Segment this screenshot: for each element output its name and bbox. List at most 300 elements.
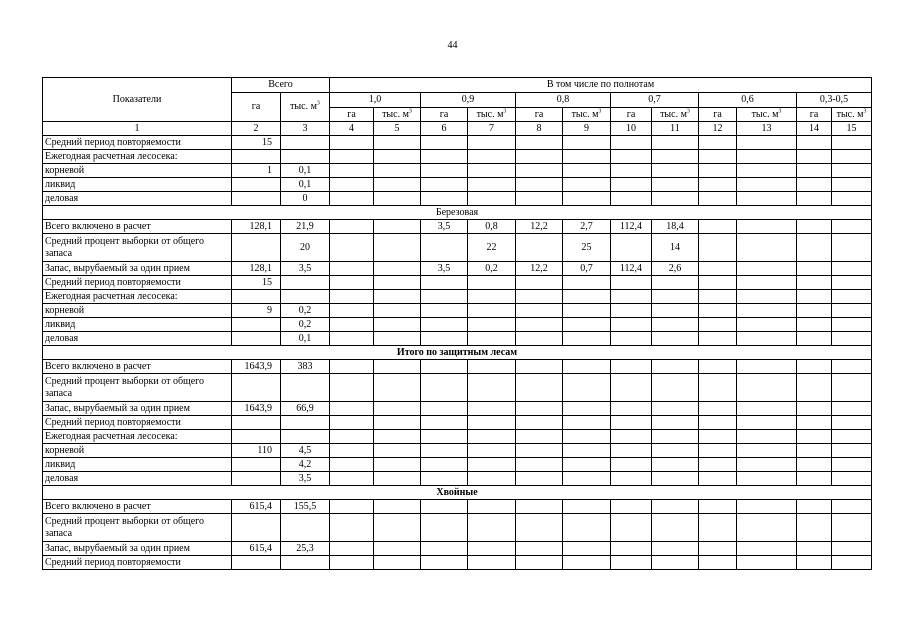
table-cell — [330, 556, 374, 570]
table-cell — [699, 402, 737, 416]
table-cell — [611, 514, 652, 542]
table-cell — [563, 458, 611, 472]
table-row — [43, 150, 872, 164]
table-cell — [468, 332, 516, 346]
row-label: Ежегодная расчетная лесосека: — [43, 150, 232, 164]
table-cell — [421, 234, 468, 262]
table-cell — [832, 164, 872, 178]
table-cell — [699, 178, 737, 192]
table-cell — [232, 178, 281, 192]
table-cell — [330, 458, 374, 472]
header-density: 0,3-0,5 — [797, 93, 872, 108]
row-label: Всего включено в расчет — [43, 220, 232, 234]
table-cell: 12,2 — [516, 220, 563, 234]
table-cell — [281, 430, 330, 444]
header-indicators: Показатели — [43, 78, 232, 122]
table-cell — [832, 136, 872, 150]
table-cell — [699, 164, 737, 178]
table-cell — [516, 150, 563, 164]
table-cell — [797, 374, 832, 402]
header-unit-m3: тыс. $м^3$ — [737, 108, 797, 122]
table-cell — [563, 430, 611, 444]
table-cell — [832, 416, 872, 430]
table-cell — [652, 444, 699, 458]
table-cell — [374, 136, 421, 150]
table-cell: 18,4 — [652, 220, 699, 234]
table-cell — [699, 220, 737, 234]
table-cell — [468, 150, 516, 164]
table-cell — [516, 458, 563, 472]
table-cell — [421, 192, 468, 206]
table-cell: 128,1 — [232, 220, 281, 234]
table-cell — [652, 542, 699, 556]
section-row — [43, 206, 872, 220]
table-cell — [516, 164, 563, 178]
header-density: 0,6 — [699, 93, 797, 108]
table-cell — [330, 416, 374, 430]
table-cell — [832, 542, 872, 556]
table-cell — [516, 402, 563, 416]
table-cell — [563, 192, 611, 206]
row-label: Средний период повторяемости — [43, 136, 232, 150]
table-cell: 20 — [281, 234, 330, 262]
table-cell — [468, 500, 516, 514]
table-cell: 0,2 — [281, 318, 330, 332]
table-cell — [611, 304, 652, 318]
table-cell — [468, 164, 516, 178]
table-cell — [563, 360, 611, 374]
table-row — [43, 500, 872, 514]
table-cell: 0,2 — [468, 262, 516, 276]
table-cell — [737, 262, 797, 276]
table-cell — [232, 332, 281, 346]
table-cell — [737, 136, 797, 150]
table-cell — [737, 192, 797, 206]
row-label: Средний период повторяемости — [43, 276, 232, 290]
table-cell — [797, 444, 832, 458]
table-cell — [737, 556, 797, 570]
table-cell: 0,7 — [563, 262, 611, 276]
row-label: Средний процент выборки от общего запаса — [43, 234, 232, 262]
table-cell — [516, 234, 563, 262]
table-cell — [737, 514, 797, 542]
table-cell — [797, 164, 832, 178]
table-cell — [699, 262, 737, 276]
table-cell — [374, 542, 421, 556]
table-cell — [374, 402, 421, 416]
table-cell — [516, 276, 563, 290]
table-cell — [797, 262, 832, 276]
table-cell — [797, 304, 832, 318]
table-cell — [516, 444, 563, 458]
table-cell — [563, 444, 611, 458]
table-cell — [516, 416, 563, 430]
table-cell — [421, 304, 468, 318]
table-cell — [737, 318, 797, 332]
table-cell: 21,9 — [281, 220, 330, 234]
column-number: 4 — [330, 122, 374, 136]
table-row — [43, 192, 872, 206]
table-cell — [737, 416, 797, 430]
table-cell — [611, 542, 652, 556]
table-cell — [737, 234, 797, 262]
table-cell — [832, 458, 872, 472]
table-cell — [281, 556, 330, 570]
table-cell — [421, 542, 468, 556]
table-cell: 3,5 — [281, 472, 330, 486]
table-cell: 0,1 — [281, 178, 330, 192]
table-cell — [563, 290, 611, 304]
table-cell — [737, 304, 797, 318]
header-unit-m3: тыс. $м^3$ — [832, 108, 872, 122]
table-cell — [374, 318, 421, 332]
table-cell — [421, 430, 468, 444]
table-cell: 3,5 — [281, 262, 330, 276]
table-cell — [374, 164, 421, 178]
table-cell — [797, 178, 832, 192]
table-cell — [797, 318, 832, 332]
header-density: 1,0 — [330, 93, 421, 108]
table-cell — [374, 374, 421, 402]
table-cell — [652, 318, 699, 332]
table-cell: 128,1 — [232, 262, 281, 276]
table-cell — [699, 430, 737, 444]
table-cell — [468, 374, 516, 402]
table-cell: 3,5 — [421, 220, 468, 234]
column-number: 11 — [652, 122, 699, 136]
table-cell — [652, 164, 699, 178]
table-cell: 0,2 — [281, 304, 330, 318]
table-row — [43, 262, 872, 276]
table-cell: 2,7 — [563, 220, 611, 234]
table-cell — [468, 430, 516, 444]
table-row — [43, 178, 872, 192]
table-cell — [652, 304, 699, 318]
table-cell — [374, 444, 421, 458]
table-cell — [832, 374, 872, 402]
table-row — [43, 136, 872, 150]
table-cell — [563, 332, 611, 346]
table-cell — [611, 150, 652, 164]
table-cell — [563, 164, 611, 178]
table-cell — [232, 374, 281, 402]
column-number: 7 — [468, 122, 516, 136]
table-cell: 615,4 — [232, 500, 281, 514]
table-cell: 0,1 — [281, 332, 330, 346]
table-row — [43, 458, 872, 472]
table-cell — [652, 402, 699, 416]
table-cell: 383 — [281, 360, 330, 374]
table-cell — [374, 262, 421, 276]
table-cell — [797, 234, 832, 262]
table-cell — [611, 136, 652, 150]
table-cell — [832, 220, 872, 234]
table-cell — [232, 556, 281, 570]
table-cell — [281, 150, 330, 164]
table-cell — [737, 332, 797, 346]
row-label: Всего включено в расчет — [43, 360, 232, 374]
table-cell — [374, 514, 421, 542]
header-unit-ha: га — [797, 108, 832, 122]
table-cell — [563, 416, 611, 430]
table-cell — [832, 234, 872, 262]
table-cell — [374, 416, 421, 430]
table-cell — [374, 178, 421, 192]
section-title: Хвойные — [43, 486, 872, 500]
row-label: Средний период повторяемости — [43, 556, 232, 570]
table-cell — [699, 150, 737, 164]
table-cell — [330, 514, 374, 542]
table-cell — [699, 360, 737, 374]
table-cell — [232, 192, 281, 206]
table-cell — [699, 234, 737, 262]
table-cell — [652, 276, 699, 290]
table-cell — [374, 276, 421, 290]
table-cell — [468, 514, 516, 542]
table-cell — [421, 332, 468, 346]
table-cell — [797, 458, 832, 472]
table-cell — [797, 556, 832, 570]
table-cell: 1643,9 — [232, 360, 281, 374]
table-cell: 66,9 — [281, 402, 330, 416]
table-cell — [652, 472, 699, 486]
table-cell: 155,5 — [281, 500, 330, 514]
header-unit-m3: тыс. $м^3$ — [563, 108, 611, 122]
table-cell — [374, 430, 421, 444]
section-row — [43, 346, 872, 360]
row-label: Запас, вырубаемый за один прием — [43, 402, 232, 416]
column-number: 5 — [374, 122, 421, 136]
table-cell — [797, 220, 832, 234]
table-cell — [468, 542, 516, 556]
table-cell — [652, 458, 699, 472]
table-cell — [611, 458, 652, 472]
table-cell — [832, 304, 872, 318]
table-cell — [832, 472, 872, 486]
table-cell — [563, 304, 611, 318]
table-cell: 1643,9 — [232, 402, 281, 416]
header-unit-ha: га — [421, 108, 468, 122]
table-cell — [468, 472, 516, 486]
row-label: деловая — [43, 332, 232, 346]
table-row — [43, 276, 872, 290]
table-cell — [374, 150, 421, 164]
table-cell: 25 — [563, 234, 611, 262]
table-cell — [611, 556, 652, 570]
table-cell — [699, 136, 737, 150]
table-cell — [699, 192, 737, 206]
table-cell — [330, 192, 374, 206]
table-cell — [374, 500, 421, 514]
column-number: 1 — [43, 122, 232, 136]
row-label: Запас, вырубаемый за один прием — [43, 542, 232, 556]
table-cell — [611, 374, 652, 402]
table-cell — [421, 556, 468, 570]
table-cell — [468, 556, 516, 570]
table-cell — [737, 374, 797, 402]
header-total-ha: га — [232, 93, 281, 122]
table-cell — [468, 304, 516, 318]
row-label: Средний период повторяемости — [43, 416, 232, 430]
table-cell — [374, 360, 421, 374]
table-row — [43, 304, 872, 318]
header-unit-ha: га — [516, 108, 563, 122]
table-cell — [330, 178, 374, 192]
table-cell — [516, 360, 563, 374]
row-label: Запас, вырубаемый за один прием — [43, 262, 232, 276]
table-cell: 9 — [232, 304, 281, 318]
table-cell — [330, 318, 374, 332]
table-cell — [232, 416, 281, 430]
table-cell: 25,3 — [281, 542, 330, 556]
table-cell — [421, 458, 468, 472]
table-cell — [374, 220, 421, 234]
table-cell — [330, 136, 374, 150]
table-cell: 4,2 — [281, 458, 330, 472]
table-cell — [563, 318, 611, 332]
header-unit-m3: тыс. $м^3$ — [652, 108, 699, 122]
page-number: 44 — [447, 40, 458, 51]
table-cell — [797, 360, 832, 374]
table-cell — [611, 360, 652, 374]
table-cell — [421, 164, 468, 178]
table-cell: 0,1 — [281, 164, 330, 178]
table-cell — [374, 556, 421, 570]
table-cell — [330, 542, 374, 556]
row-label: деловая — [43, 192, 232, 206]
table-cell — [421, 178, 468, 192]
row-label: ликвид — [43, 178, 232, 192]
table-cell — [652, 150, 699, 164]
table-cell — [737, 150, 797, 164]
table-cell — [516, 290, 563, 304]
table-cell — [699, 556, 737, 570]
table-cell — [563, 136, 611, 150]
table-cell — [468, 178, 516, 192]
table-cell — [468, 290, 516, 304]
table-cell — [232, 458, 281, 472]
table-cell — [232, 234, 281, 262]
table-cell — [468, 416, 516, 430]
column-number: 3 — [281, 122, 330, 136]
table-cell — [797, 542, 832, 556]
table-cell — [374, 192, 421, 206]
table-cell — [468, 318, 516, 332]
table-cell — [330, 164, 374, 178]
table-cell — [516, 136, 563, 150]
table-cell — [832, 500, 872, 514]
table-cell — [797, 514, 832, 542]
table-cell — [737, 430, 797, 444]
section-title: Итого по защитным лесам — [43, 346, 872, 360]
table-cell — [563, 542, 611, 556]
table-cell — [421, 276, 468, 290]
table-cell — [797, 500, 832, 514]
table-cell — [330, 500, 374, 514]
table-cell — [232, 430, 281, 444]
table-cell — [737, 360, 797, 374]
table-cell — [330, 360, 374, 374]
row-label: ликвид — [43, 458, 232, 472]
table-cell — [468, 402, 516, 416]
table-cell — [563, 150, 611, 164]
table-cell — [737, 178, 797, 192]
table-cell — [652, 192, 699, 206]
table-cell — [281, 136, 330, 150]
table-row — [43, 402, 872, 416]
column-number: 9 — [563, 122, 611, 136]
header-unit-ha: га — [330, 108, 374, 122]
table-cell — [374, 290, 421, 304]
table-cell: 12,2 — [516, 262, 563, 276]
table-cell — [611, 472, 652, 486]
table-cell — [797, 416, 832, 430]
table-cell — [330, 332, 374, 346]
table-cell — [421, 290, 468, 304]
table-cell — [468, 444, 516, 458]
table-row — [43, 514, 872, 542]
table-cell — [421, 500, 468, 514]
table-cell — [374, 472, 421, 486]
table-cell — [652, 178, 699, 192]
table-row — [43, 234, 872, 262]
table-cell — [652, 136, 699, 150]
table-cell — [737, 220, 797, 234]
table-cell — [652, 500, 699, 514]
table-cell — [516, 332, 563, 346]
table-cell — [832, 332, 872, 346]
row-label: деловая — [43, 472, 232, 486]
table-cell — [652, 360, 699, 374]
table-cell — [699, 472, 737, 486]
header-density: 0,9 — [421, 93, 516, 108]
table-cell — [832, 276, 872, 290]
table-row — [43, 416, 872, 430]
row-label: Ежегодная расчетная лесосека: — [43, 430, 232, 444]
table-cell — [699, 290, 737, 304]
table-row — [43, 318, 872, 332]
table-cell: 1 — [232, 164, 281, 178]
header-total: Всего — [232, 78, 330, 93]
column-number: 13 — [737, 122, 797, 136]
table-cell — [797, 430, 832, 444]
table-row — [43, 374, 872, 402]
table-cell: 0 — [281, 192, 330, 206]
table-cell — [737, 402, 797, 416]
table-cell — [652, 374, 699, 402]
table-cell — [516, 374, 563, 402]
table-cell — [421, 318, 468, 332]
table-cell — [737, 542, 797, 556]
row-label: корневой — [43, 444, 232, 458]
table-cell — [421, 136, 468, 150]
table-cell — [330, 304, 374, 318]
table-cell — [699, 500, 737, 514]
table-cell — [797, 402, 832, 416]
table-cell — [374, 234, 421, 262]
table-cell — [468, 360, 516, 374]
row-label: Всего включено в расчет — [43, 500, 232, 514]
table-cell — [330, 262, 374, 276]
table-cell: 3,5 — [421, 262, 468, 276]
table-cell — [797, 192, 832, 206]
table-cell — [737, 290, 797, 304]
row-label: Ежегодная расчетная лесосека: — [43, 290, 232, 304]
table-cell — [737, 472, 797, 486]
table-cell — [516, 192, 563, 206]
column-number: 15 — [832, 122, 872, 136]
table-cell — [330, 374, 374, 402]
